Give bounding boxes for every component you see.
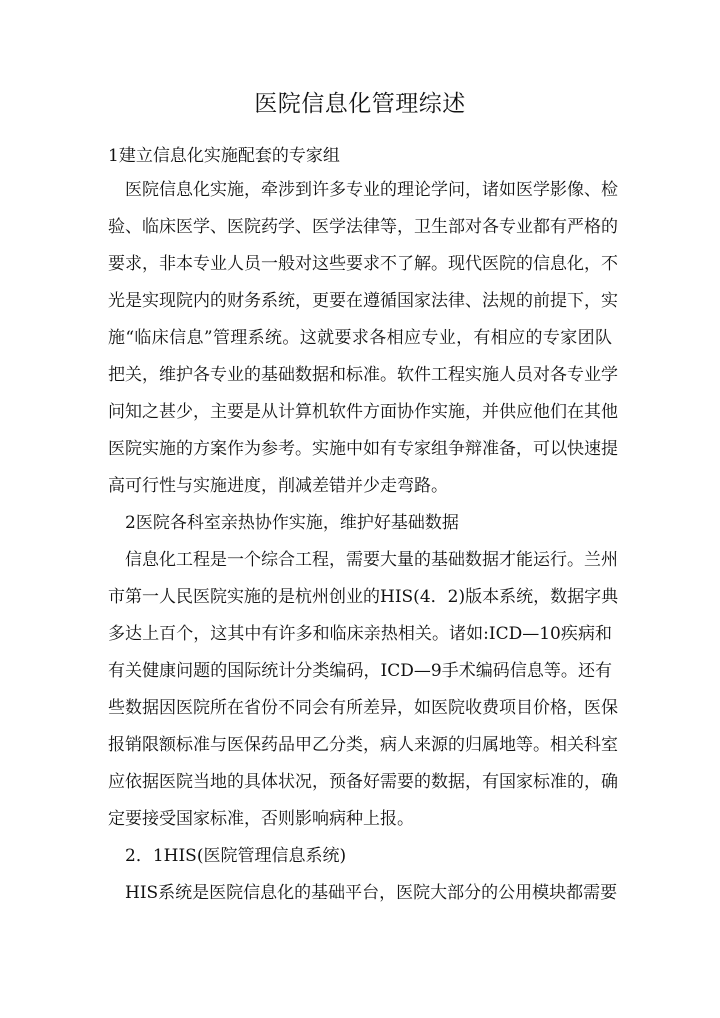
paragraph-line: 报销限额标准与医保药品甲乙分类，病人来源的归属地等。相关科室 <box>108 735 618 755</box>
paragraph-line: 应依据医院当地的具体状况，预备好需要的数据，有国家标准的，确 <box>108 772 618 792</box>
section-2-1-heading: 2．1HIS(医院管理信息系统) <box>125 846 347 866</box>
paragraph-line: 医院实施的方案作为参考。实施中如有专家组争辩准备，可以快速提 <box>108 439 618 459</box>
paragraph-line: 信息化工程是一个综合工程，需要大量的基础数据才能运行。兰州 <box>125 550 618 570</box>
paragraph-line: 医院信息化实施，牵涉到许多专业的理论学问，诸如医学影像、检 <box>125 180 618 200</box>
paragraph-line: 把关，维护各专业的基础数据和标准。软件工程实施人员对各专业学 <box>108 365 618 385</box>
paragraph-line: 要求，非本专业人员一般对这些要求不了解。现代医院的信息化，不 <box>108 254 618 274</box>
paragraph-line: 施“临床信息”管理系统。这就要求各相应专业，有相应的专家团队 <box>108 328 612 348</box>
paragraph-line: 些数据因医院所在省份不同会有所差异，如医院收费项目价格，医保 <box>108 698 618 718</box>
paragraph-line: 高可行性与实施进度，削减差错并少走弯路。 <box>108 476 448 496</box>
paragraph-line: 问知之甚少，主要是从计算机软件方面协作实施，并供应他们在其他 <box>108 402 618 422</box>
paragraph-line: 市第一人民医院实施的是杭州创业的HIS(4．2)版本系统，数据字典 <box>108 587 619 607</box>
paragraph-line: HIS系统是医院信息化的基础平台，医院大部分的公用模块都需要 <box>125 883 618 903</box>
section-1-heading: 1建立信息化实施配套的专家组 <box>108 146 340 166</box>
document-title: 医院信息化管理综述 <box>254 91 466 117</box>
paragraph-line: 验、临床医学、医院药学、医学法律等，卫生部对各专业都有严格的 <box>108 217 618 237</box>
paragraph-line: 有关健康问题的国际统计分类编码，ICD—9手术编码信息等。还有 <box>108 661 612 681</box>
section-2-heading: 2医院各科室亲热协作实施，维护好基础数据 <box>125 513 459 533</box>
paragraph-line: 定要接受国家标准，否则影响病种上报。 <box>108 809 414 829</box>
paragraph-line: 光是实现院内的财务系统，更要在遵循国家法律、法规的前提下，实 <box>108 291 618 311</box>
paragraph-line: 多达上百个，这其中有许多和临床亲热相关。诸如:ICD—10疾病和 <box>108 624 612 644</box>
